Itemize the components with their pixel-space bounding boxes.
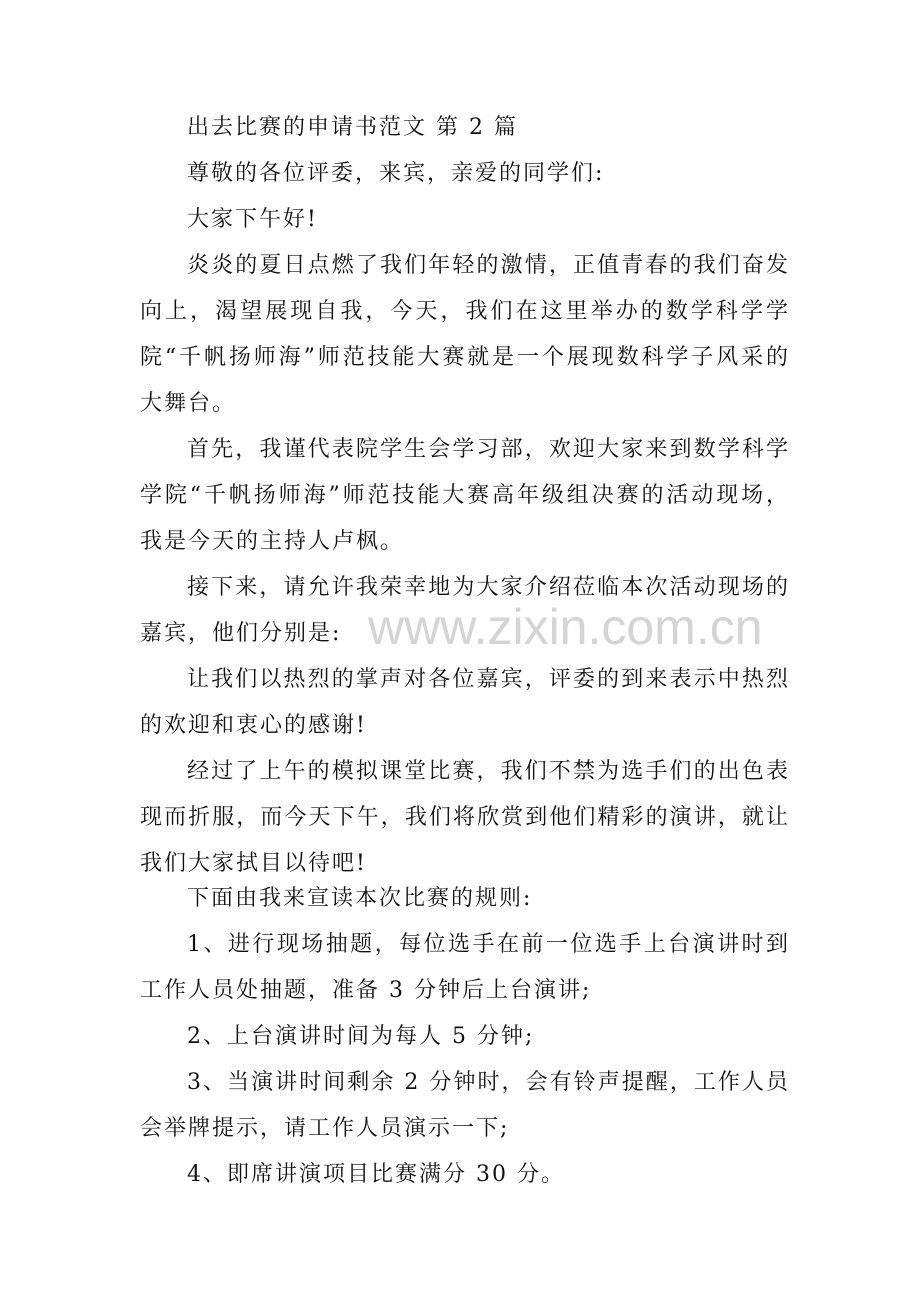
paragraph-greeting: 尊敬的各位评委，来宾，亲爱的同学们: (187, 161, 605, 186)
rule-item-3: 3、当演讲时间剩余 2 分钟时，会有铃声提醒，工作人员会举牌提示，请工作人员演示一下; (140, 1070, 790, 1141)
paragraph-good-afternoon: 大家下午好! (187, 207, 318, 232)
rule-item-2: 2、上台演讲时间为每人 5 分钟; (187, 1024, 535, 1049)
paragraph-morning-recap: 经过了上午的模拟课堂比赛，我们不禁为选手们的出色表现而折服，而今天下午，我们将欣赏到他们精彩的演讲，就让我们大家拭目以待吧! (140, 759, 790, 876)
paragraph-welcome: 首先，我谨代表院学生会学习部，欢迎大家来到数学科学学院“千帆扬师海”师范技能大赛高年级组决赛的活动现场，我是今天的主持人卢枫。 (140, 437, 790, 554)
paragraph-applause: 让我们以热烈的掌声对各位嘉宾，评委的到来表示中热烈的欢迎和衷心的感谢! (140, 667, 790, 738)
paragraph-intro: 炎炎的夏日点燃了我们年轻的激情，正值青春的我们奋发向上，渴望展现自我，今天，我们在这里举办的数学科学学院“千帆扬师海”师范技能大赛就是一个展现数科学子风采的大舞台。 (140, 253, 790, 416)
paragraph-rules-heading: 下面由我来宣读本次比赛的规则: (187, 886, 533, 911)
rule-item-4: 4、即席讲演项目比赛满分 30 分。 (187, 1162, 565, 1187)
paragraph-guests: 接下来，请允许我荣幸地为大家介绍莅临本次活动现场的嘉宾，他们分别是: (140, 575, 790, 646)
watermark-text: www.zixin.com.cn (368, 599, 763, 655)
rule-item-1: 1、进行现场抽题，每位选手在前一位选手上台演讲时到工作人员处抽题，准备 3 分钟后上台演讲; (140, 932, 790, 1003)
document-title: 出去比赛的申请书范文 第 2 篇 (187, 115, 518, 140)
